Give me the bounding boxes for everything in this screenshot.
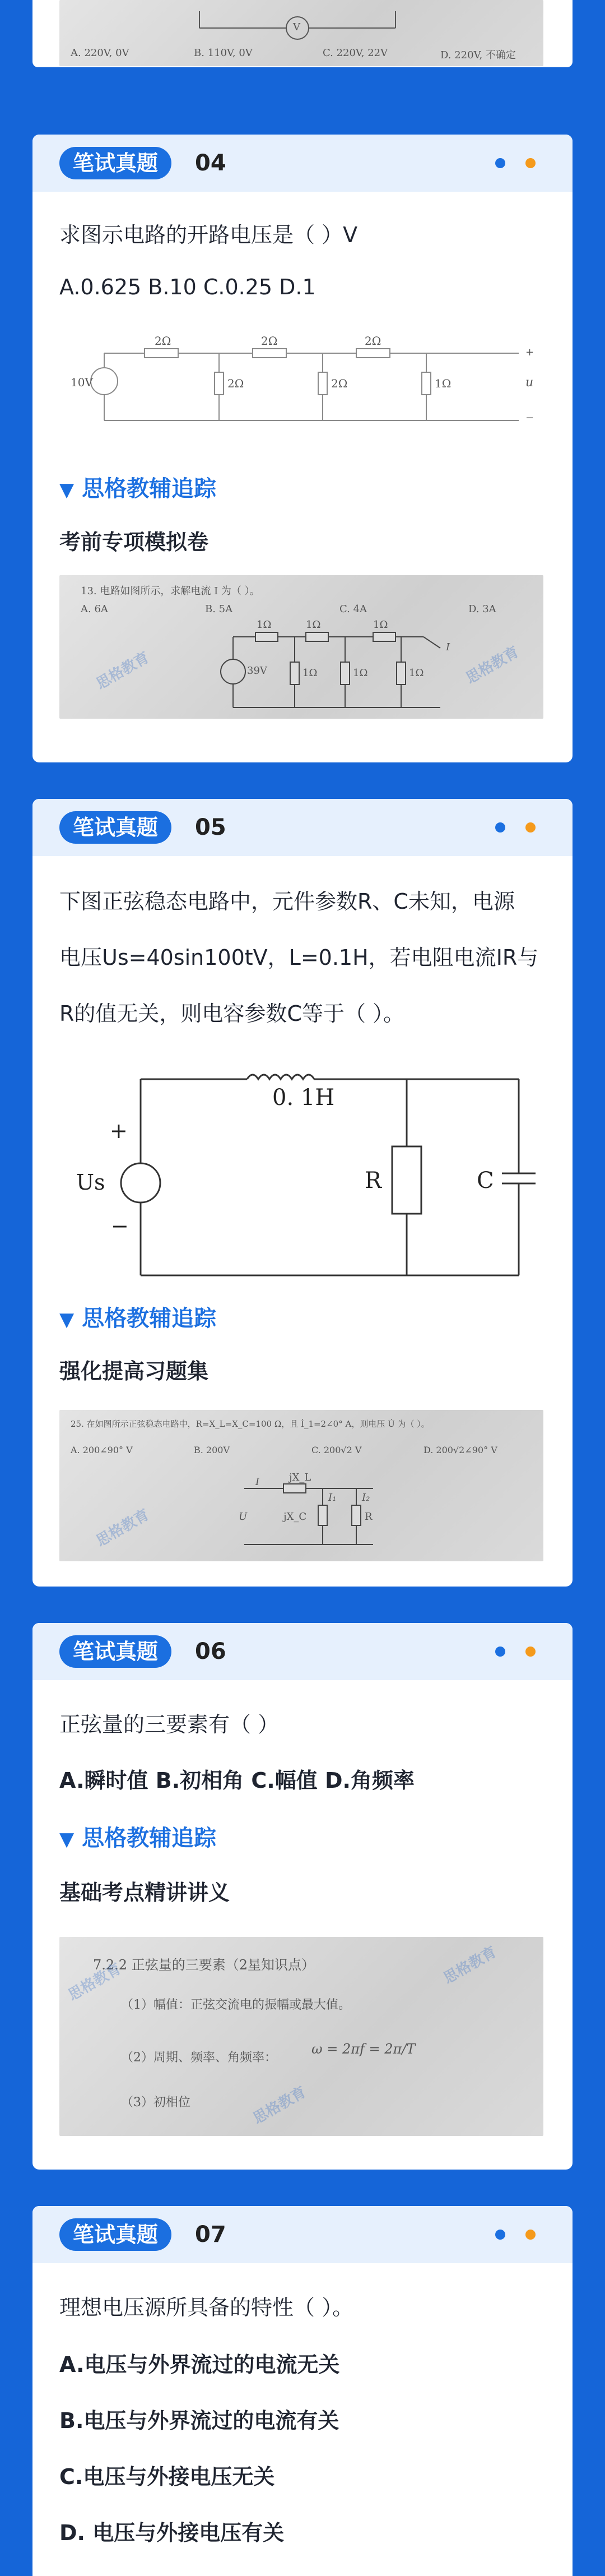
photo-r2: 1Ω <box>306 619 321 631</box>
voltage-u: u <box>525 376 534 390</box>
option-d: D. 220V, 不确定 <box>440 49 516 61</box>
option-b: B.电压与外界流过的电流有关 <box>59 2408 339 2433</box>
options-text: A.0.625 B.10 C.0.25 D.1 <box>59 275 316 299</box>
option-c: C.电压与外接电压无关 <box>59 2464 275 2489</box>
photo-line-2: （2）周期、频率、角频率： <box>121 2051 277 2065</box>
photo-r3: 1Ω <box>373 619 388 631</box>
exam-badge: 笔试真题 <box>59 2218 171 2251</box>
question-photo <box>59 0 543 66</box>
reference-photo <box>59 575 543 719</box>
question-line-2: 电压Us=40sin100tV，L=0.1H，若电阻电流IR与 <box>59 945 539 970</box>
photo-label-jxc: jX_C <box>283 1511 307 1523</box>
circuit-figure-05 <box>59 1062 543 1298</box>
photo-label-i: I <box>255 1476 260 1488</box>
blue-dot-icon <box>495 158 505 168</box>
watermark-logo: 思格教育 <box>250 2083 309 2128</box>
photo-r6: 1Ω <box>409 667 424 679</box>
question-text: 正弦量的三要素有（ ） <box>59 1712 280 1737</box>
tracking-source: 基础考点精讲讲义 <box>59 1880 230 1905</box>
option-c: C. 220V, 22V <box>323 47 388 59</box>
card-header <box>32 1623 573 1680</box>
question-card-05 <box>32 799 573 1587</box>
triangle-down-icon: ▼ <box>59 1828 75 1851</box>
question-line-1: 下图正弦稳态电路中，元件参数R、C未知，电源 <box>59 889 515 914</box>
photo-circuit <box>59 1410 543 1561</box>
minus-sign: − <box>525 412 534 424</box>
resistor-label-1: 2Ω <box>155 334 171 348</box>
tracking-heading <box>59 1820 216 1852</box>
question-card-07 <box>32 2206 573 2576</box>
tracking-heading-label: 思格教辅追踪 <box>82 1825 217 1851</box>
plus-sign: + <box>525 346 534 358</box>
resistor-label: R <box>365 1168 382 1194</box>
photo-option-d: D. 200√2∠90° V <box>424 1445 497 1455</box>
watermark-logo: 思格教育 <box>440 1943 500 1987</box>
tracking-heading <box>59 471 216 503</box>
photo-option-d: D. 3A <box>468 603 496 615</box>
watermark-logo: 思格教育 <box>93 1506 152 1550</box>
photo-r5: 1Ω <box>353 667 368 679</box>
option-a: A. 220V, 0V <box>71 47 129 59</box>
photo-r1: 1Ω <box>257 619 272 631</box>
blue-dot-icon <box>495 2230 505 2240</box>
question-line-3: R的值无关，则电容参数C等于（ ）。 <box>59 1001 405 1026</box>
resistor-label-5: 2Ω <box>331 377 348 390</box>
photo-question-line: 25. 在如图所示正弦稳态电路中，R=X_L=X_C=100 Ω，且 İ_1=2∠0° A，则电压 U̇ 为（ ）。 <box>71 1419 430 1429</box>
exam-badge: 笔试真题 <box>59 1635 171 1668</box>
resistor-label-2: 2Ω <box>261 334 278 348</box>
question-number: 05 <box>195 815 226 840</box>
question-card-04 <box>32 135 573 762</box>
source-label: Us <box>76 1170 105 1195</box>
photo-option-c: C. 4A <box>339 603 367 615</box>
watermark-logo: 思格教育 <box>65 1960 124 2004</box>
orange-dot-icon <box>525 1647 536 1657</box>
triangle-down-icon: ▼ <box>59 1308 75 1331</box>
photo-source: 39V <box>247 665 267 677</box>
meter-label: V <box>293 21 300 33</box>
question-text: 求图示电路的开路电压是（ ）V <box>59 223 358 247</box>
photo-line-1: （1）幅值：正弦交流电的振幅或最大值。 <box>121 1998 351 2012</box>
orange-dot-icon <box>525 2230 536 2240</box>
resistor-label-3: 2Ω <box>365 334 381 348</box>
card-header <box>32 799 573 856</box>
watermark-logo: 思格教育 <box>463 643 522 687</box>
resistor-label-4: 2Ω <box>227 377 244 390</box>
watermark-logo: 思格教育 <box>93 649 152 693</box>
photo-r4: 1Ω <box>302 667 318 679</box>
photo-label-r: R <box>365 1511 373 1523</box>
tracking-source: 强化提高习题集 <box>59 1359 209 1384</box>
tracking-heading-label: 思格教辅追踪 <box>82 476 217 502</box>
orange-dot-icon <box>525 158 536 168</box>
photo-option-b: B. 5A <box>205 603 233 615</box>
question-text: 理想电压源所具备的特性（ ）。 <box>59 2295 354 2320</box>
tracking-source: 考前专项模拟卷 <box>59 530 209 554</box>
reference-photo <box>59 1937 543 2136</box>
blue-dot-icon <box>495 822 505 833</box>
exam-badge: 笔试真题 <box>59 147 171 179</box>
photo-label-i1: I₁ <box>328 1492 337 1504</box>
capacitor-label: C <box>477 1168 494 1194</box>
photo-label-u: U <box>239 1511 248 1523</box>
photo-question-line: 13. 电路如图所示，求解电流 I 为（ ）。 <box>81 585 260 597</box>
inductor-label: 0. 1H <box>272 1085 335 1111</box>
question-number: 06 <box>195 1639 226 1664</box>
photo-option-c: C. 200√2 V <box>311 1445 362 1455</box>
circuit-figure-04 <box>59 331 543 432</box>
photo-label-jxl: jX_L <box>289 1472 311 1483</box>
photo-option-a: A. 200∠90° V <box>71 1445 133 1455</box>
option-b: B. 110V, 0V <box>194 47 253 59</box>
photo-formula: ω = 2πf = 2π/T <box>311 2041 416 2057</box>
triangle-down-icon: ▼ <box>59 479 75 501</box>
option-a: A.电压与外界流过的电流无关 <box>59 2352 340 2377</box>
options-text: A.瞬时值 B.初相角 C.幅值 D.角频率 <box>59 1768 415 1793</box>
resistor-label-6: 1Ω <box>435 377 452 390</box>
orange-dot-icon <box>525 822 536 833</box>
photo-line-3: （3）初相位 <box>121 2096 190 2110</box>
top-card-partial <box>32 0 573 67</box>
card-header <box>32 2206 573 2263</box>
minus-sign: − <box>111 1214 129 1238</box>
photo-option-a: A. 6A <box>81 603 108 615</box>
reference-photo <box>59 1410 543 1561</box>
tracking-heading <box>59 1301 216 1333</box>
source-label: 10V <box>71 376 93 389</box>
photo-current: I <box>446 641 450 653</box>
tracking-heading-label: 思格教辅追踪 <box>82 1306 217 1331</box>
plus-sign: + <box>110 1118 128 1143</box>
photo-label-i2: I₂ <box>362 1492 370 1504</box>
option-d: D. 电压与外接电压有关 <box>59 2520 285 2545</box>
question-number: 07 <box>195 2222 226 2247</box>
blue-dot-icon <box>495 1647 505 1657</box>
photo-circuit <box>59 575 543 719</box>
question-card-06 <box>32 1623 573 2170</box>
card-header <box>32 135 573 192</box>
question-number: 04 <box>195 150 226 176</box>
photo-option-b: B. 200V <box>194 1445 230 1455</box>
exam-badge: 笔试真题 <box>59 811 171 844</box>
photo-title: 7.2.2 正弦量的三要素（2星知识点） <box>93 1957 315 1973</box>
